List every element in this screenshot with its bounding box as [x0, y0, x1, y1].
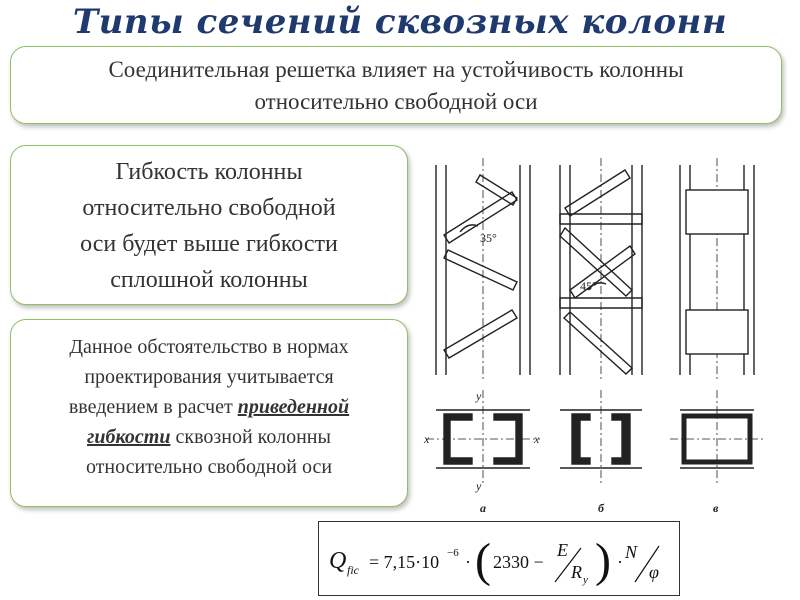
norms-line-1: Данное обстоятельство в нормах	[69, 336, 349, 358]
norms-line-3	[11, 392, 407, 422]
section-b	[560, 390, 642, 486]
formula-dot-2: ·	[617, 552, 623, 572]
formula-q: Q	[329, 548, 347, 574]
formula-rparen: )	[595, 534, 611, 587]
column-c-elevation	[680, 158, 754, 380]
caption-c: в	[713, 501, 719, 515]
slenderness-box	[10, 145, 408, 305]
formula-r: R	[571, 562, 582, 582]
formula-exponent: −6	[447, 547, 459, 559]
formula-e: E	[557, 540, 568, 560]
slenderness-line-4: сплошной колонны	[110, 267, 308, 293]
lattice-influence-line-1: Соединительная решетка влияет на устойчивость колонны	[108, 57, 684, 82]
axis-y-top: y	[476, 389, 482, 403]
column-sections-drawing	[420, 150, 790, 520]
slenderness-line-3: оси будет выше гибкости	[80, 231, 338, 257]
formula-fic: fic	[347, 563, 359, 577]
reduced-emphasis: приведенной	[237, 396, 350, 418]
caption-b: б	[598, 501, 604, 515]
formula-r-sub: y	[583, 574, 588, 586]
norms-line-4-text: сквозной колонны	[170, 426, 331, 448]
formula-svg	[319, 522, 679, 595]
column-b-elevation	[560, 158, 642, 380]
column-a-elevation	[436, 158, 530, 380]
lattice-influence-line-2: относительно свободной оси	[254, 89, 538, 114]
angle-label-a: 35°	[480, 231, 497, 245]
slenderness-line-1: Гибкость колонны	[115, 159, 303, 185]
norms-box	[10, 319, 408, 507]
formula-box	[318, 521, 680, 596]
formula-2330: 2330 −	[493, 552, 544, 572]
formula-phi: φ	[649, 562, 659, 582]
norms-line-3-text: введением в расчет	[68, 396, 238, 418]
formula-dot-1: ·	[465, 552, 471, 572]
angle-label-b: 45°	[580, 279, 597, 293]
axis-y-bottom: y	[476, 479, 482, 493]
section-a	[426, 390, 540, 486]
norms-line-2: проектирования учитывается	[84, 366, 334, 388]
norms-line-5: относительно свободной оси	[85, 456, 333, 478]
slenderness-emphasis: гибкости	[87, 426, 171, 448]
caption-a: а	[480, 501, 486, 515]
norms-line-4	[11, 422, 407, 452]
section-c	[670, 390, 766, 486]
formula-n: N	[625, 542, 638, 562]
lattice-influence-box	[10, 46, 782, 124]
slenderness-line-2: относительно свободной	[82, 195, 336, 221]
slide-title: Типы сечений сквозных колонн	[72, 2, 728, 42]
axis-x-right: x	[534, 432, 540, 446]
formula-coefficient: = 7,15·10	[369, 552, 440, 572]
axis-x-left: x	[424, 432, 430, 446]
formula-lparen: (	[475, 534, 491, 587]
